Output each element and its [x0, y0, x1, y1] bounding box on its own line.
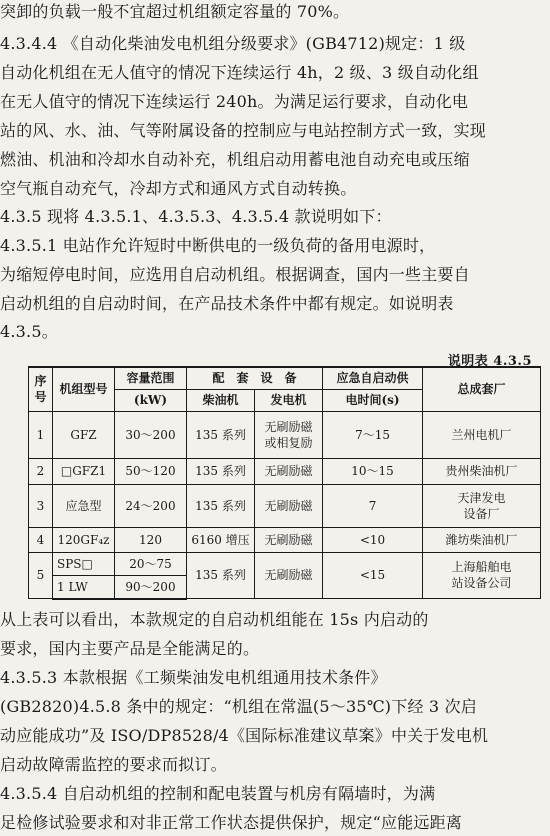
cell-seq: 2	[29, 458, 53, 484]
text-line: 为缩短停电时间，应选用自启动机组。根据调查，国内一些主要自	[0, 265, 470, 284]
cell-assembler: 兰州电机厂	[423, 411, 541, 458]
table-row	[29, 527, 541, 552]
cell-start-time: <10	[323, 527, 423, 552]
table-row	[29, 552, 541, 575]
header-assembler: 总成套厂	[423, 367, 541, 411]
cell-assembler-line: 天津发电	[457, 490, 506, 505]
cell-diesel: 135 系列	[187, 411, 255, 458]
text-line: 站的风、水、油、气等附属设备的控制应与电站控制方式一致，实现	[0, 121, 487, 140]
text-line: 燃油、机油和冷却水自动补充，机组启动用蓄电池自动充电或压缩	[0, 150, 470, 169]
text-line: 突卸的负载一般不宜超过机组额定容量的 70%。	[0, 2, 350, 21]
cell-capacity: 120	[115, 527, 187, 552]
header-capacity: 容量范围	[115, 367, 187, 389]
text-line: 空气瓶自动充气，冷却方式和通风方式自动转换。	[0, 179, 357, 198]
cell-assembler-line: 上海船舶电	[451, 560, 512, 575]
header-model: 机组型号	[53, 367, 115, 411]
cell-model: GFZ	[53, 411, 115, 458]
cell-model: SPS□	[53, 552, 115, 575]
cell-model: 1 LW	[53, 575, 115, 599]
cell-capacity: 90～200	[115, 575, 187, 599]
cell-capacity: 24～200	[115, 484, 187, 527]
table-row	[29, 484, 541, 527]
cell-start-time: 7～15	[323, 411, 423, 458]
cell-diesel: 6160 增压	[187, 527, 255, 552]
cell-generator	[255, 411, 323, 458]
header-seq: 序号	[29, 367, 53, 411]
cell-assembler-line: 设备厂	[463, 506, 500, 521]
cell-generator: 无刷励磁	[255, 552, 323, 599]
text-line: 在无人值守的情况下连续运行 240h。为满足运行要求，自动化电	[0, 92, 469, 111]
cell-assembler: 贵州柴油机厂	[423, 458, 541, 484]
text-line: 动应能成功”及 ISO/DP8528/4《国际标准建议草案》中关于发电机	[0, 726, 489, 745]
cell-generator-line: 无刷励磁	[264, 419, 313, 434]
cell-seq: 4	[29, 527, 53, 552]
cell-capacity: 30～200	[115, 411, 187, 458]
cell-start-time: 7	[323, 484, 423, 527]
text-line: 启动故障需监控的要求而拟订。	[0, 755, 227, 774]
cell-model: 应急型	[53, 484, 115, 527]
text-line: 从上表可以看出，本款规定的自启动机组能在 15s 内启动的	[0, 610, 429, 629]
header-start-time: 应急自启动供	[323, 367, 423, 389]
section-heading: 4.3.5 现将 4.3.5.1、4.3.5.3、4.3.5.4 款说明如下：	[0, 207, 392, 226]
cell-start-time: 10～15	[323, 458, 423, 484]
cell-model: □GFZ1	[53, 458, 115, 484]
cell-diesel: 135 系列	[187, 458, 255, 484]
header-start-time-unit: 电时间(s)	[323, 389, 423, 411]
text-line: (GB2820)4.5.8 条中的规定：“机组在常温(5～35℃)下经 3 次启	[0, 697, 477, 716]
text-line: 4.3.4.4 《自动化柴油发电机组分级要求》(GB4712)规定：1 级	[0, 34, 466, 53]
cell-assembler: 潍坊柴油机厂	[423, 527, 541, 552]
cell-seq: 1	[29, 411, 53, 458]
cell-seq: 3	[29, 484, 53, 527]
header-equipment: 配 套 设 备	[187, 367, 323, 389]
cell-capacity: 20～75	[115, 552, 187, 575]
cell-generator-line: 或相复励	[264, 435, 313, 450]
text-line: 4.3.5.1 电站作允许短时中断供电的一级负荷的备用电源时，	[0, 236, 436, 255]
cell-model: 120GF₄z	[53, 527, 115, 552]
text-line: 要求，国内主要产品是全能满足的。	[0, 639, 260, 658]
cell-generator: 无刷励磁	[255, 458, 323, 484]
cell-assembler	[423, 552, 541, 599]
text-line: 4.3.5。	[0, 322, 58, 341]
table-row	[29, 458, 541, 484]
text-line: 4.3.5.3 本款根据《工频柴油发电机组通用技术条件》	[0, 668, 387, 687]
header-generator: 发电机	[255, 389, 323, 411]
cell-diesel: 135 系列	[187, 552, 255, 599]
cell-assembler	[423, 484, 541, 527]
header-diesel: 柴油机	[187, 389, 255, 411]
header-capacity-unit: (kW)	[115, 389, 187, 411]
text-line: 启动机组的自启动时间，在产品技术条件中都有规定。如说明表	[0, 294, 454, 313]
cell-diesel: 135 系列	[187, 484, 255, 527]
cell-capacity: 50～120	[115, 458, 187, 484]
table-row	[29, 411, 541, 458]
cell-assembler-line: 站设备公司	[451, 576, 512, 591]
cell-start-time: <15	[323, 552, 423, 599]
table-caption: 说明表 4.3.5	[447, 354, 532, 369]
spec-table	[28, 366, 541, 600]
cell-generator: 无刷励磁	[255, 527, 323, 552]
text-line: 4.3.5.4 自启动机组的控制和配电装置与机房有隔墙时，为满	[0, 784, 436, 803]
cell-generator: 无刷励磁	[255, 484, 323, 527]
cell-seq: 5	[29, 552, 53, 599]
text-line: 足检修试验要求和对非正常工作状态提供保护，规定“应能远距离	[0, 813, 462, 832]
text-line: 自动化机组在无人值守的情况下连续运行 4h，2 级、3 级自动化组	[0, 63, 479, 82]
